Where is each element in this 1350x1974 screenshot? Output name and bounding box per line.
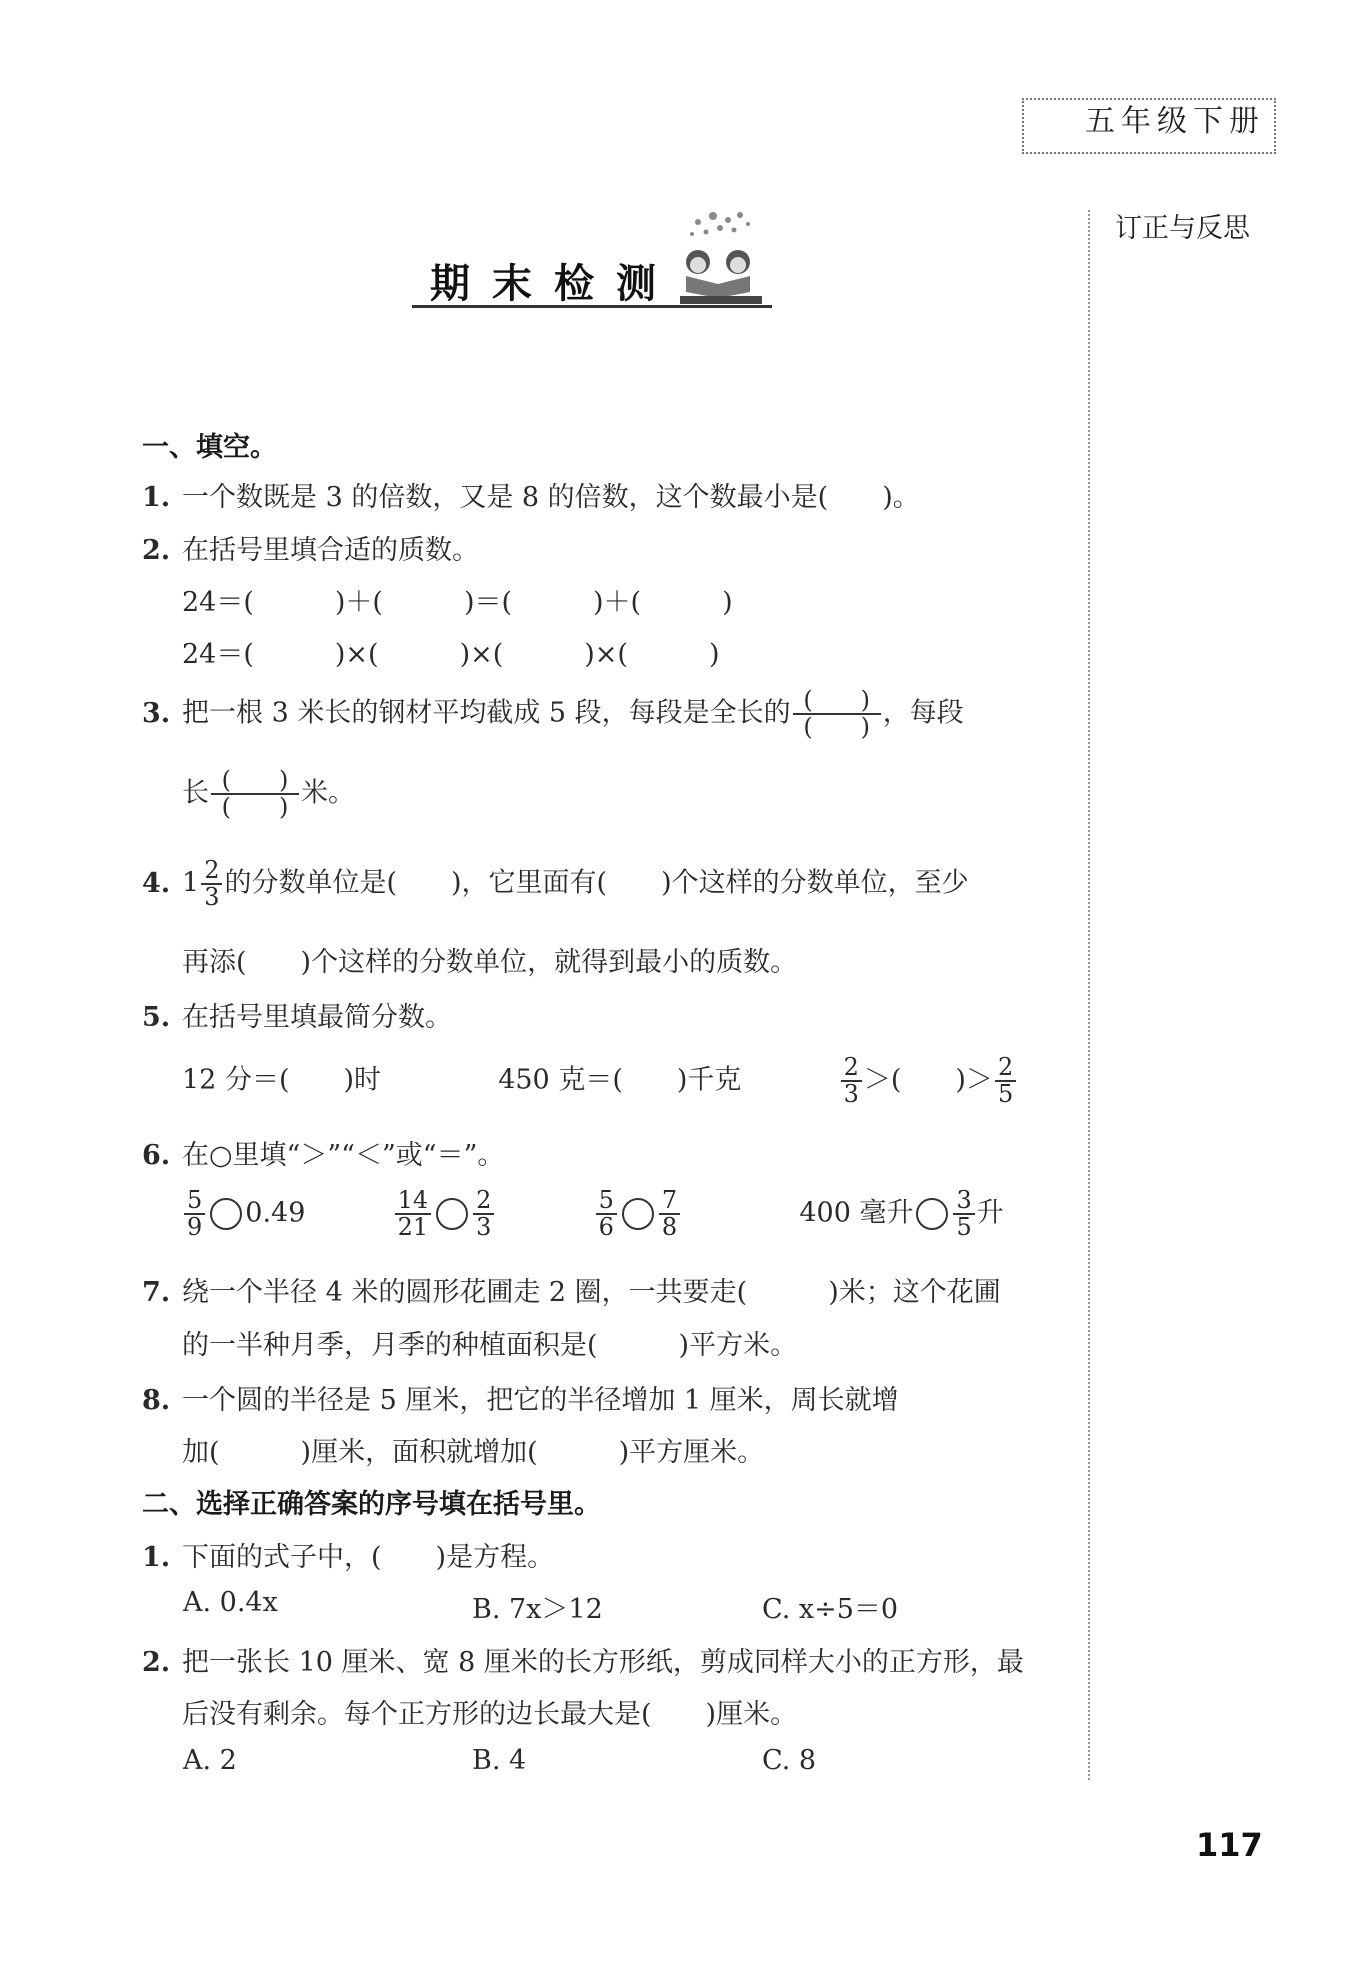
option-b: B. 4 — [472, 1745, 527, 1776]
question-text: 的分数单位是( )，它里面有( )个这样的分数单位，至少 — [224, 867, 969, 899]
question-2-2-line-2: 后没有剩余。每个正方形的边长最大是( )厘米。 — [182, 1699, 798, 1730]
section-2-heading: 二、选择正确答案的序号填在括号里。 — [142, 1489, 601, 1520]
fraction: $\frac{5}{6}$ — [596, 1188, 617, 1240]
item-a: 12 分＝( )时 — [182, 1064, 382, 1096]
question-text: 把一根 3 米长的钢材平均截成 5 段，每段是全长的 — [182, 697, 791, 729]
question-1-4-line-2: 再添( )个这样的分数单位，就得到最小的质数。 — [182, 947, 798, 978]
option-b: B. 7x＞12 — [472, 1594, 603, 1625]
question-text: 一个圆的半径是 5 厘米，把它的半径增加 1 厘米，周长就增 — [182, 1385, 899, 1416]
question-1-2-line-1: 24＝( )＋( )＝( )＋( ) — [182, 587, 733, 618]
question-1-6-row: $\frac{5}{9}$ 0.49 $\frac{14}{21}$ $\frac{2}{3}$ $\frac{5}{6}$ $\frac{7}{8}$ 400 毫升 $\frac{3}{5}$ 升 — [182, 1188, 1004, 1240]
question-1-7-line-2: 的一半种月季，月季的种植面积是( )平方米。 — [182, 1330, 798, 1361]
mixed-number-whole: 1 — [182, 867, 200, 899]
fraction: $\frac{7}{8}$ — [659, 1188, 680, 1240]
question-1-2 — [142, 528, 479, 567]
compare-circle[interactable] — [436, 1198, 468, 1230]
fraction: $\frac{2}{3}$ — [841, 1055, 862, 1107]
question-2-1 — [142, 1535, 554, 1574]
question-text: 一个数既是 3 的倍数，又是 8 的倍数，这个数最小是( )。 — [182, 482, 920, 513]
item-b: 450 克＝( )千克 — [498, 1064, 742, 1096]
question-2-2 — [142, 1640, 1024, 1679]
question-text: 绕一个半径 4 米的圆形花圃走 2 圈，一共要走( )米；这个花圃 — [182, 1277, 1001, 1308]
page-title: 期末检测 — [430, 261, 678, 307]
fraction: $\frac{3}{5}$ — [953, 1188, 974, 1240]
grade-label: 五年级下册 — [1085, 104, 1265, 139]
question-1-6 — [142, 1133, 504, 1172]
option-a: A. 0.4x — [183, 1587, 278, 1618]
question-number: 6. — [142, 1140, 171, 1171]
question-text-cont: ，每段 — [882, 697, 964, 729]
blank-fraction: $\frac{( )}{( )}$ — [793, 688, 881, 740]
question-number: 7. — [142, 1277, 171, 1308]
option-a: A. 2 — [183, 1745, 237, 1776]
blank-fraction: $\frac{( )}{( )}$ — [211, 768, 299, 820]
question-1-4 — [142, 858, 969, 910]
reflection-column-title: 订正与反思 — [1115, 213, 1250, 244]
fraction: $\frac{5}{9}$ — [184, 1188, 205, 1240]
question-number: 1. — [142, 1542, 171, 1573]
question-text: 在○里填“＞”“＜”或“＝”。 — [182, 1140, 505, 1171]
question-number: 3. — [142, 697, 171, 729]
page-number: 117 — [1196, 1826, 1263, 1864]
question-number: 2. — [142, 1647, 171, 1678]
question-text: 下面的式子中，( )是方程。 — [182, 1542, 555, 1573]
question-1-5 — [142, 995, 452, 1034]
question-1-7 — [142, 1270, 1001, 1309]
reading-children-illustration — [668, 210, 774, 306]
fraction: $\frac{2}{3}$ — [473, 1188, 494, 1240]
question-text: 在括号里填最简分数。 — [182, 1002, 452, 1033]
question-number: 8. — [142, 1385, 171, 1416]
question-1-3 — [142, 688, 964, 740]
fraction: $\frac{2}{5}$ — [995, 1055, 1016, 1107]
question-text: 在括号里填合适的质数。 — [182, 535, 479, 566]
question-1-3-line-2: 长 $\frac{( )}{( )}$ 米。 — [182, 766, 355, 822]
compare-circle[interactable] — [210, 1198, 242, 1230]
section-1-heading: 一、填空。 — [142, 432, 277, 463]
question-1-1 — [142, 475, 920, 514]
question-number: 1. — [142, 482, 171, 513]
option-c: C. x÷5＝0 — [762, 1594, 899, 1625]
question-number: 2. — [142, 535, 171, 566]
question-1-8-line-2: 加( )厘米，面积就增加( )平方厘米。 — [182, 1437, 765, 1468]
column-divider — [1088, 210, 1090, 1780]
question-number: 5. — [142, 1002, 171, 1033]
question-number: 4. — [142, 867, 171, 899]
question-1-8 — [142, 1378, 899, 1417]
fraction: $\frac{14}{21}$ — [395, 1188, 432, 1240]
question-text: 把一张长 10 厘米、宽 8 厘米的长方形纸，剪成同样大小的正方形，最 — [182, 1647, 1024, 1678]
question-1-2-line-2: 24＝( )×( )×( )×( ) — [182, 639, 720, 670]
mixed-number-fraction: $\frac{2}{3}$ — [201, 858, 222, 910]
compare-circle[interactable] — [916, 1198, 948, 1230]
option-c: C. 8 — [762, 1745, 817, 1776]
question-1-5-row: 12 分＝( )时 450 克＝( )千克 $\frac{2}{3}$ ＞( )＞ $\frac{2}{5}$ — [182, 1055, 1018, 1107]
compare-circle[interactable] — [622, 1198, 654, 1230]
